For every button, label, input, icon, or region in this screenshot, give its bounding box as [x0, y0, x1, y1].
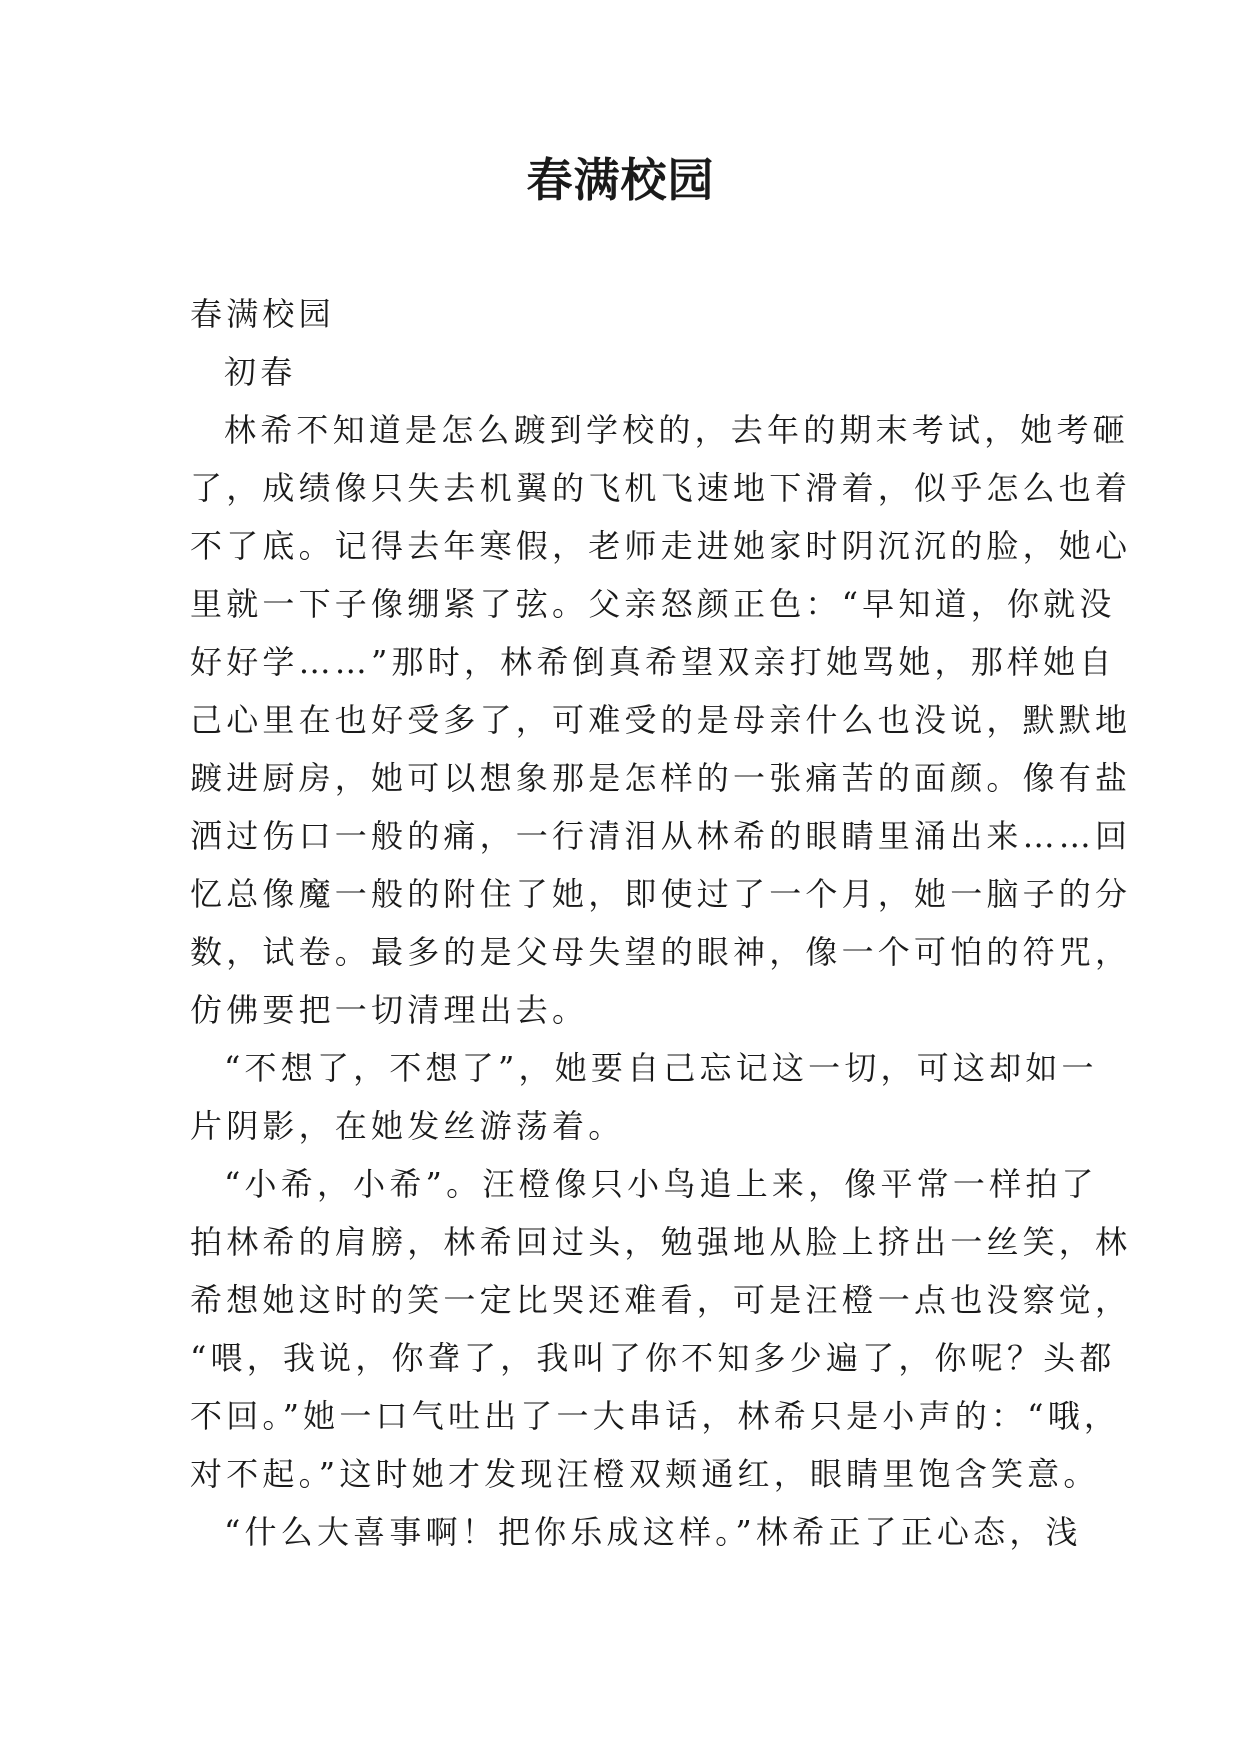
text-line: 仿佛要把一切清理出去。 — [190, 991, 589, 1029]
section-heading: 初春 — [224, 353, 297, 391]
text-line: 对不起。”这时她才发现汪橙双颊通红，眼睛里饱含笑意。 — [190, 1455, 1100, 1493]
text-line: 希想她这时的笑一定比哭还难看，可是汪橙一点也没察觉， — [190, 1281, 1132, 1319]
text-line: 踱进厨房，她可以想象那是怎样的一张痛苦的面颜。像有盐 — [190, 759, 1132, 797]
text-line: 拍林希的肩膀，林希回过头，勉强地从脸上挤出一丝笑，林 — [190, 1223, 1132, 1261]
text-line: “不想了，不想了”，她要自己忘记这一切，可这却如一 — [224, 1049, 1098, 1087]
text-line: 了，成绩像只失去机翼的飞机飞速地下滑着，似乎怎么也着 — [190, 469, 1132, 507]
text-line: 忆总像魔一般的附住了她，即使过了一个月，她一脑子的分 — [190, 875, 1132, 913]
text-line: 己心里在也好受多了，可难受的是母亲什么也没说，默默地 — [190, 701, 1132, 739]
document-title: 春满校园 — [526, 153, 715, 207]
text-line: “什么大喜事啊！把你乐成这样。”林希正了正心态，浅 — [224, 1513, 1082, 1551]
text-line: 里就一下子像绷紧了弦。父亲怒颜正色：“早知道，你就没 — [190, 585, 1116, 623]
document-body — [190, 285, 1132, 1561]
text-line: 林希不知道是怎么踱到学校的，去年的期末考试，她考砸 — [224, 411, 1130, 449]
text-line: 好好学……”那时，林希倒真希望双亲打她骂她，那样她自 — [190, 643, 1116, 681]
text-line: 洒过伤口一般的痛，一行清泪从林希的眼睛里涌出来……回 — [190, 817, 1132, 855]
body-heading: 春满校园 — [190, 295, 335, 333]
text-line: “喂，我说，你聋了，我叫了你不知多少遍了，你呢？头都 — [190, 1339, 1116, 1377]
text-line: “小希，小希”。汪橙像只小鸟追上来，像平常一样拍了 — [224, 1165, 1098, 1203]
text-line: 片阴影，在她发丝游荡着。 — [190, 1107, 625, 1145]
text-line: 不了底。记得去年寒假，老师走进她家时阴沉沉的脸，她心 — [190, 527, 1132, 565]
text-line: 数，试卷。最多的是父母失望的眼神，像一个可怕的符咒， — [190, 933, 1132, 971]
text-line: 不回。”她一口气吐出了一大串话，林希只是小声的：“哦， — [190, 1397, 1121, 1435]
